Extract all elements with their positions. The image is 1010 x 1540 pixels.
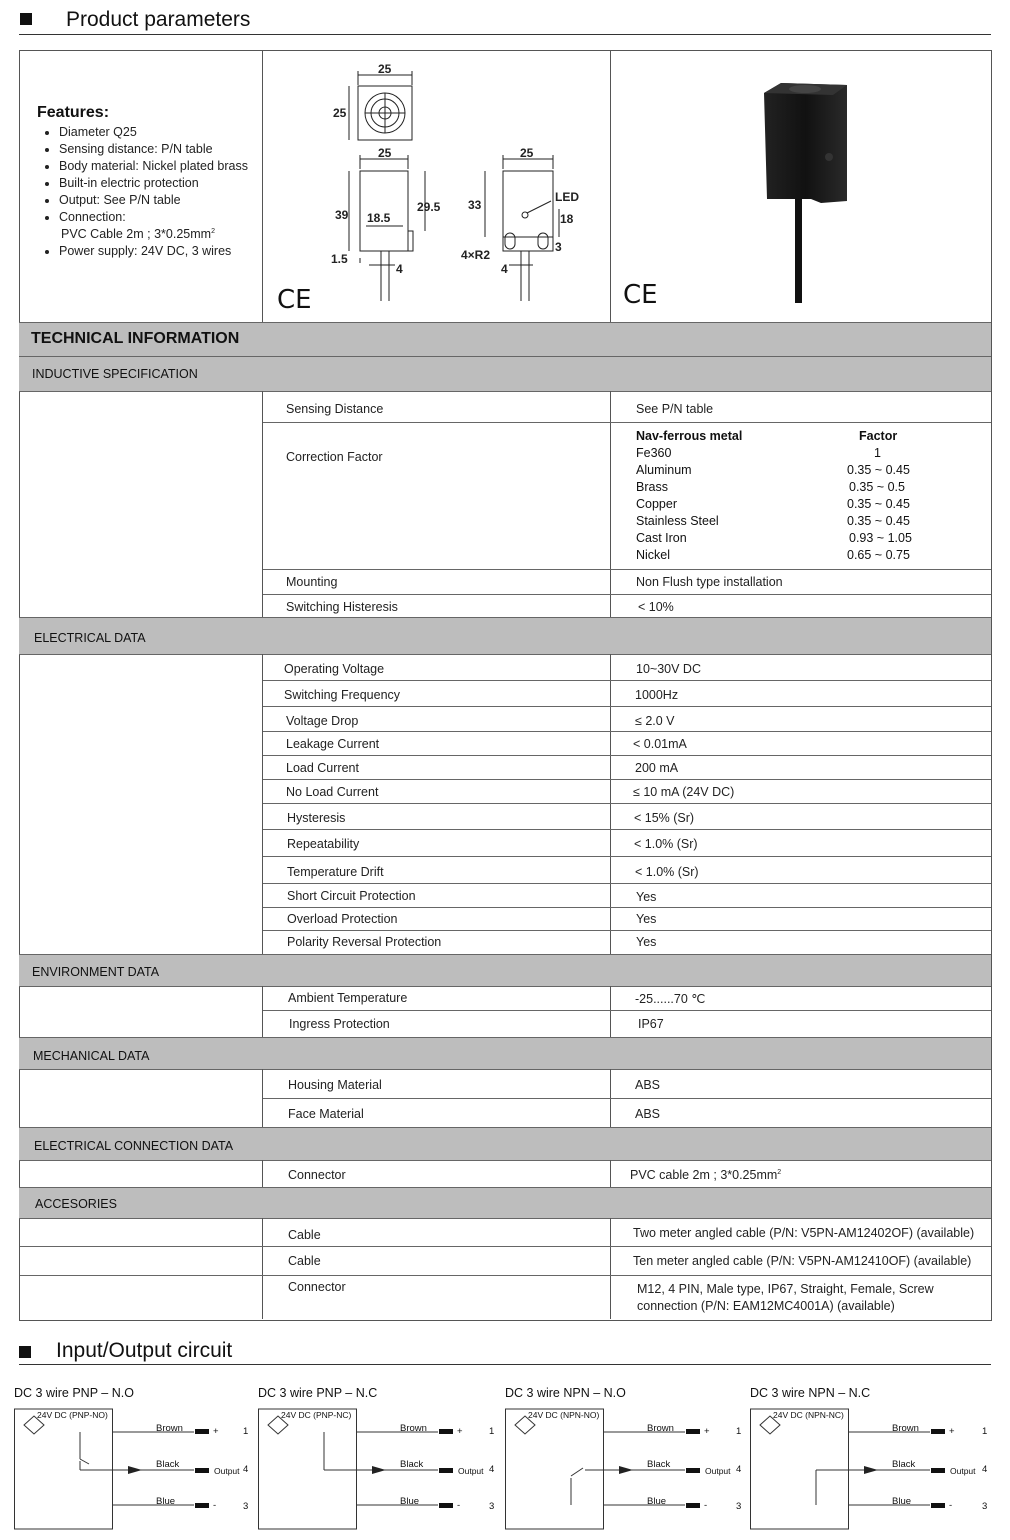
spec-value: 10~30V DC xyxy=(636,662,701,676)
spec-label: Load Current xyxy=(286,761,359,775)
sign-plus: + xyxy=(704,1426,710,1437)
spec-value: 1000Hz xyxy=(635,688,679,702)
accessory-value: M12, 4 PIN, Male type, IP67, Straight, Female, Screw xyxy=(637,1282,934,1296)
spec-value: < 0.01mA xyxy=(633,737,687,751)
connector-value: PVC cable 2m ; $3*0.25mm^2$ xyxy=(630,1168,782,1182)
accessory-label: Cable xyxy=(288,1254,321,1268)
pin-4: 4 xyxy=(243,1464,249,1475)
circuit-title: DC 3 wire NPN – N.C xyxy=(750,1386,871,1400)
output-label: Output xyxy=(705,1466,731,1476)
features-title: Features: xyxy=(37,104,110,121)
connector-label: Connector xyxy=(288,1168,346,1182)
spec-label: Short Circuit Protection xyxy=(287,889,416,903)
pin-3: 3 xyxy=(736,1501,742,1512)
sign-minus: - xyxy=(457,1500,461,1511)
spec-value: Yes xyxy=(636,890,657,904)
accessory-value-line2: connection (P/N: EAM12MC4001A) (available) xyxy=(637,1299,895,1313)
connection-header: ELECTRICAL CONNECTION DATA xyxy=(34,1139,234,1153)
dim-top-width: 25 xyxy=(378,62,392,76)
tech-info-title: TECHNICAL INFORMATION xyxy=(31,330,240,347)
sign-plus: + xyxy=(457,1426,463,1437)
spec-value: IP67 xyxy=(638,1017,664,1031)
features-block xyxy=(37,104,262,261)
feature-item: • Output: See P/N table xyxy=(59,193,262,208)
spec-label: Polarity Reversal Protection xyxy=(287,935,442,949)
pin-3: 3 xyxy=(243,1501,249,1512)
output-label: Output xyxy=(950,1466,976,1476)
title-underline xyxy=(19,34,991,35)
spec-value: -25......70 ℃ xyxy=(635,992,706,1006)
circuit-title: DC 3 wire NPN – N.O xyxy=(505,1386,626,1400)
correction-factor-table xyxy=(636,428,936,564)
wire-black: Black xyxy=(892,1459,916,1470)
dim-side-radius: 4×R2 xyxy=(461,248,491,262)
dim-front-inner: 29.5 xyxy=(417,200,441,214)
histeresis-value: < 10% xyxy=(638,600,674,614)
metal-name: Aluminum xyxy=(636,463,692,477)
circuit-box-label: 24V DC (PNP-NC) xyxy=(281,1410,352,1420)
spec-value: Yes xyxy=(636,912,657,926)
accessory-label: Connector xyxy=(288,1280,346,1294)
metal-factor: 0.65 ~ 0.75 xyxy=(847,548,910,562)
pin-1: 1 xyxy=(982,1426,988,1437)
metal-name: Copper xyxy=(636,497,677,511)
metal-header: Nav-ferrous metal xyxy=(636,429,743,443)
pin-4: 4 xyxy=(489,1464,495,1475)
feature-item: • Diameter Q25 xyxy=(59,125,262,140)
dim-front-offset: 1.5 xyxy=(331,252,348,266)
pin-3: 3 xyxy=(489,1501,495,1512)
metal-name: Fe360 xyxy=(636,446,672,460)
circuit-npn-no xyxy=(505,1384,745,1534)
wire-black: Black xyxy=(400,1459,424,1470)
inductive-header: INDUCTIVE SPECIFICATION xyxy=(32,367,198,381)
spec-label: Voltage Drop xyxy=(286,714,359,728)
pin-1: 1 xyxy=(736,1426,742,1437)
wire-brown: Brown xyxy=(647,1423,674,1434)
output-label: Output xyxy=(458,1466,484,1476)
spec-label: Leakage Current xyxy=(286,737,380,751)
spec-label: Hysteresis xyxy=(287,811,346,825)
pin-4: 4 xyxy=(736,1464,742,1475)
circuit-title: DC 3 wire PNP – N.O xyxy=(14,1386,134,1400)
spec-label: No Load Current xyxy=(286,785,379,799)
accessory-label: Cable xyxy=(288,1228,321,1242)
spec-value: ABS xyxy=(635,1078,661,1092)
spec-value: 200 mA xyxy=(635,761,679,775)
metal-factor: 0.93 ~ 1.05 xyxy=(849,531,912,545)
dim-front-height: 39 xyxy=(335,208,349,222)
feature-item: • Connection: PVC Cable 2m ; $3*0.25mm^2$ xyxy=(59,210,262,242)
dim-side-height: 33 xyxy=(468,198,482,212)
feature-item: • Body material: Nickel plated brass xyxy=(59,159,262,174)
spec-label: Face Material xyxy=(288,1107,364,1121)
metal-name: Cast Iron xyxy=(636,531,687,545)
metal-name: Brass xyxy=(636,480,668,494)
factor-header: Factor xyxy=(859,429,898,443)
metal-factor: 1 xyxy=(874,446,881,460)
spec-label: Operating Voltage xyxy=(284,662,385,676)
sign-minus: - xyxy=(949,1500,953,1511)
sign-plus: + xyxy=(213,1426,219,1437)
metal-factor: 0.35 ~ 0.45 xyxy=(847,497,910,511)
accessory-value: Two meter angled cable (P/N: V5PN-AM12402OF) (available) xyxy=(633,1226,975,1240)
io-circuit-title: Input/Output circuit xyxy=(56,1339,233,1362)
dim-side-18: 18 xyxy=(560,212,574,226)
mechanical-header: MECHANICAL DATA xyxy=(33,1049,150,1063)
spec-label: Housing Material xyxy=(288,1078,382,1092)
spec-value: < 1.0% (Sr) xyxy=(634,837,698,851)
metal-name: Nickel xyxy=(636,548,671,562)
pin-1: 1 xyxy=(489,1426,495,1437)
sign-minus: - xyxy=(704,1500,708,1511)
circuit-box-label: 24V DC (PNP-NO) xyxy=(37,1410,108,1420)
electrical-band xyxy=(19,617,991,655)
spec-label: Ambient Temperature xyxy=(288,991,408,1005)
feature-item: • Built-in electric protection xyxy=(59,176,262,191)
wire-brown: Brown xyxy=(892,1423,919,1434)
spec-value: < 15% (Sr) xyxy=(634,811,695,825)
spec-label: Ingress Protection xyxy=(289,1017,390,1031)
dim-side-3: 3 xyxy=(555,240,562,254)
wire-black: Black xyxy=(647,1459,671,1470)
pin-1: 1 xyxy=(243,1426,249,1437)
correction-factor-label: Correction Factor xyxy=(286,450,383,464)
connection-detail: PVC Cable 2m ; 3*0.25mm xyxy=(61,226,212,241)
product-parameters-title: Product parameters xyxy=(66,8,251,31)
wire-blue: Blue xyxy=(400,1496,420,1507)
pin-3: 3 xyxy=(982,1501,988,1512)
sensing-distance-value: See P/N table xyxy=(636,402,714,416)
mechanical-band xyxy=(19,1037,991,1070)
circuit-pnp-no xyxy=(14,1384,254,1534)
metal-factor: 0.35 ~ 0.45 xyxy=(847,514,910,528)
output-label: Output xyxy=(214,1466,240,1476)
spec-value: ≤ 2.0 V xyxy=(635,714,675,728)
pin-4: 4 xyxy=(982,1464,988,1475)
io-title-underline xyxy=(19,1364,991,1365)
dim-front-cable: 4 xyxy=(396,262,403,276)
wire-blue: Blue xyxy=(647,1496,667,1507)
circuit-title: DC 3 wire PNP – N.C xyxy=(258,1386,378,1400)
dim-top-height: 25 xyxy=(333,106,347,120)
spec-value: ≤ 10 mA (24V DC) xyxy=(633,785,735,799)
mounting-label: Mounting xyxy=(286,575,338,589)
feature-item: • Sensing distance: P/N table xyxy=(59,142,262,157)
metal-name: Stainless Steel xyxy=(636,514,719,528)
spec-label: Repeatability xyxy=(287,837,360,851)
dim-front-face: 18.5 xyxy=(367,211,391,225)
photo-ce-mark: CE xyxy=(623,280,658,310)
histeresis-label: Switching Histeresis xyxy=(286,600,398,614)
circuit-box-label: 24V DC (NPN-NO) xyxy=(528,1410,600,1420)
spec-label: Switching Frequency xyxy=(284,688,401,702)
circuit-box-label: 24V DC (NPN-NC) xyxy=(773,1410,844,1420)
sensing-distance-label: Sensing Distance xyxy=(286,402,384,416)
dim-side-led: LED xyxy=(555,190,579,204)
circuit-npn-nc xyxy=(750,1384,995,1534)
sign-minus: - xyxy=(213,1500,217,1511)
feature-item: • Power supply: 24V DC, 3 wires xyxy=(59,244,262,259)
circuit-pnp-nc xyxy=(258,1384,498,1534)
accessories-band xyxy=(19,1187,991,1219)
wire-black: Black xyxy=(156,1459,180,1470)
wire-blue: Blue xyxy=(892,1496,912,1507)
environment-header: ENVIRONMENT DATA xyxy=(32,965,160,979)
spec-value: ABS xyxy=(635,1107,661,1121)
accessory-value: Ten meter angled cable (P/N: V5PN-AM12410OF) (available) xyxy=(633,1254,972,1268)
dimension-drawing xyxy=(263,51,609,321)
product-photo xyxy=(611,51,990,321)
spec-label: Overload Protection xyxy=(287,912,398,926)
spec-label: Temperature Drift xyxy=(287,865,384,879)
section-bullet xyxy=(19,1346,31,1358)
mounting-value: Non Flush type installation xyxy=(636,575,783,589)
wire-blue: Blue xyxy=(156,1496,176,1507)
wire-brown: Brown xyxy=(400,1423,427,1434)
section-bullet xyxy=(20,13,32,25)
wire-brown: Brown xyxy=(156,1423,183,1434)
spec-value: Yes xyxy=(636,935,657,949)
dim-front-width: 25 xyxy=(378,146,392,160)
spec-value: < 1.0% (Sr) xyxy=(635,865,699,879)
dim-side-cable: 4 xyxy=(501,262,508,276)
electrical-header: ELECTRICAL DATA xyxy=(34,631,146,645)
sign-plus: + xyxy=(949,1426,955,1437)
environment-band xyxy=(19,954,991,987)
dim-side-width: 25 xyxy=(520,146,534,160)
metal-factor: 0.35 ~ 0.45 xyxy=(847,463,910,477)
accessories-header: ACCESORIES xyxy=(35,1197,117,1211)
ce-mark: CE xyxy=(277,285,312,315)
metal-factor: 0.35 ~ 0.5 xyxy=(849,480,905,494)
